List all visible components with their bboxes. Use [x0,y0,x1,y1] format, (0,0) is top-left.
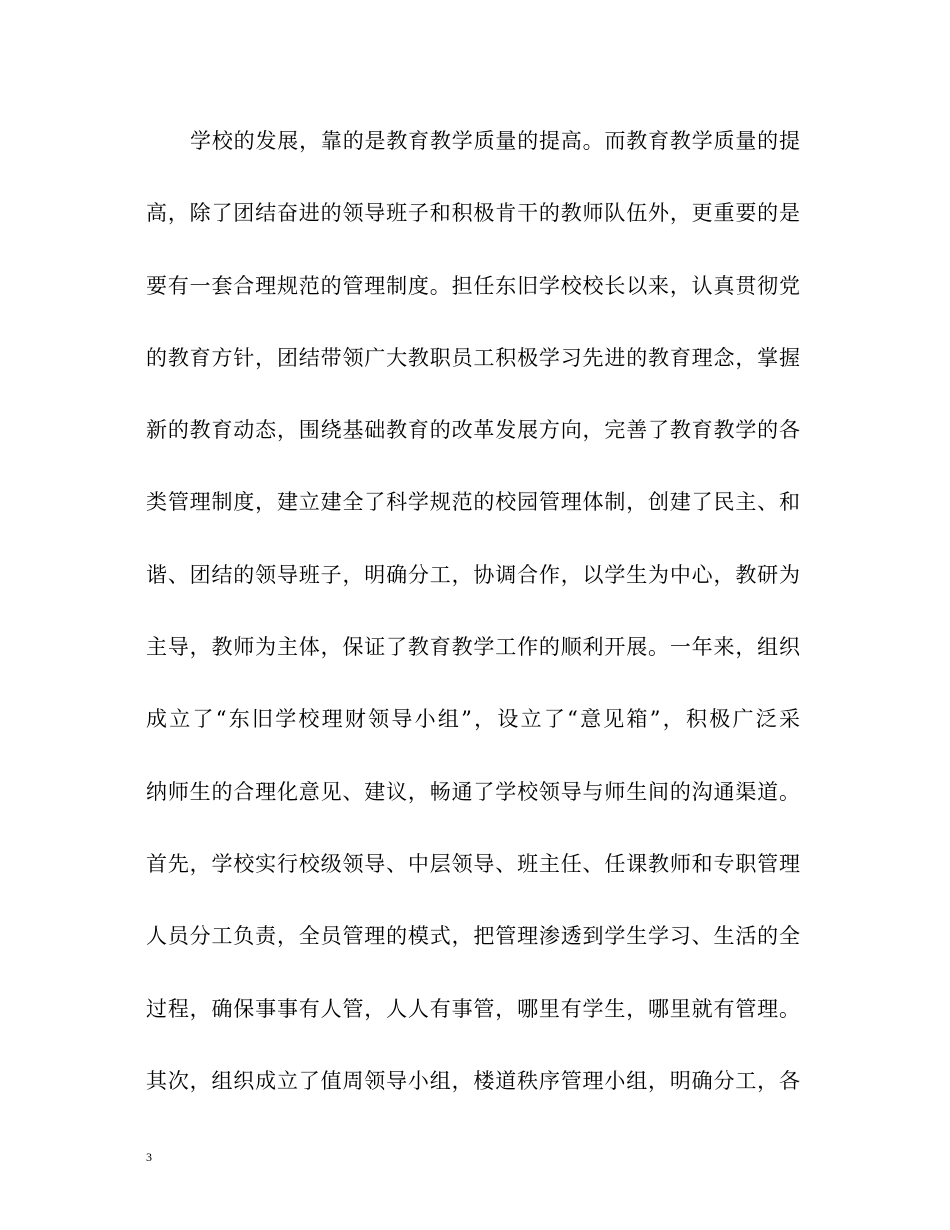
text-line: 过程，确保事事有人管，人人有事管，哪里有学生，哪里就有管理。 [146,996,800,1021]
text-line: 其次，组织成立了值周领导小组，楼道秩序管理小组，明确分工，各 [146,1068,800,1093]
text-line: 高，除了团结奋进的领导班子和积极肯干的教师队伍外，更重要的是 [146,201,800,226]
text-line: 首先，学校实行校级领导、中层领导、班主任、任课教师和专职管理 [146,851,800,876]
text-line: 主导，教师为主体，保证了教育教学工作的顺利开展。一年来，组织 [146,635,800,660]
text-line: 成立了“东旧学校理财领导小组”，设立了“意见箱”，积极广泛采 [146,707,800,732]
page-number: 3 [146,1150,152,1164]
text-line: 要有一套合理规范的管理制度。担任东旧学校校长以来，认真贯彻党 [146,273,800,298]
text-line: 谐、团结的领导班子，明确分工，协调合作，以学生为中心，教研为 [146,562,800,587]
text-line: 人员分工负责，全员管理的模式，把管理渗透到学生学习、生活的全 [146,924,800,949]
text-line: 纳师生的合理化意见、建议，畅通了学校领导与师生间的沟通渠道。 [146,779,800,804]
text-line: 的教育方针，团结带领广大教职员工积极学习先进的教育理念，掌握 [146,345,800,370]
body-text [146,120,800,1132]
text-line: 学校的发展，靠的是教育教学质量的提高。而教育教学质量的提 [190,129,800,153]
text-line: 类管理制度，建立建全了科学规范的校园管理体制，创建了民主、和 [146,490,800,515]
text-line: 新的教育动态，围绕基础教育的改革发展方向，完善了教育教学的各 [146,418,800,443]
